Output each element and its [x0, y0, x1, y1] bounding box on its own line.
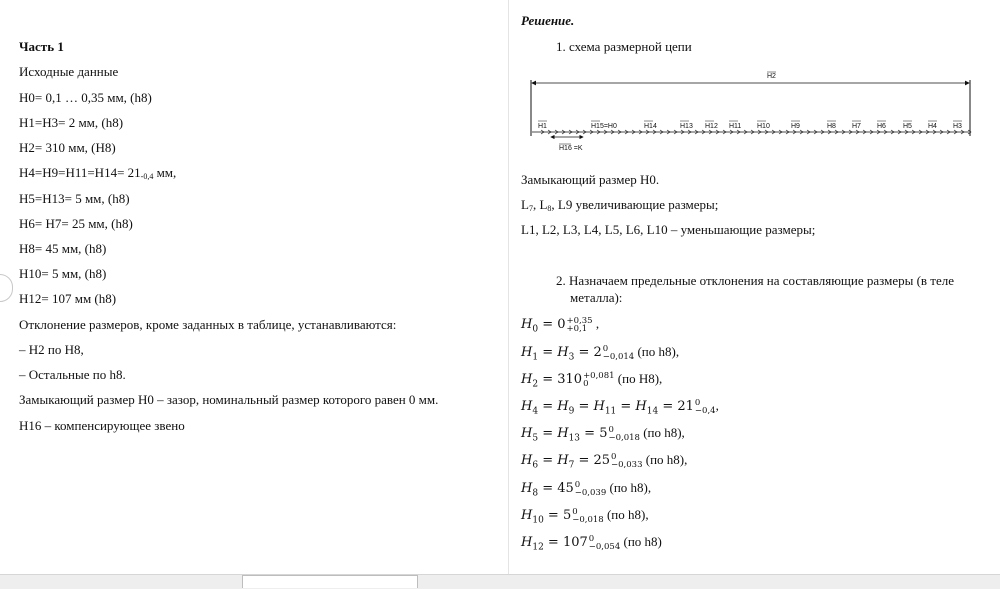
- chain-label-3: H14: [644, 123, 657, 130]
- formula-lhs-sub: 10: [532, 515, 544, 526]
- formula-tail: (по h8),: [634, 344, 680, 359]
- formula-lower-dev: +0,1: [566, 324, 588, 335]
- formula-row: [521, 371, 662, 390]
- formula-mid-sub: 3: [568, 352, 575, 363]
- formula-nominal: = 25: [574, 453, 611, 468]
- formula-lhs-sub: 1: [532, 352, 539, 363]
- formula-mid: = H: [616, 399, 647, 414]
- dimension-chain-diagram: [529, 66, 974, 156]
- formula-nominal: = 2: [574, 345, 602, 360]
- line-h4: [19, 165, 176, 181]
- left-page: [0, 0, 508, 574]
- chain-label-9: H8: [827, 123, 836, 130]
- formula-lhs: H: [521, 426, 533, 441]
- h16-label: H16 =K: [559, 145, 583, 152]
- formula-deviation: [611, 453, 642, 469]
- formula-tail: (по h8),: [642, 452, 688, 467]
- line-h12: H12= 107 мм (h8): [19, 291, 117, 306]
- formula-lhs-sub: 5: [532, 433, 539, 444]
- line-h6: H6= H7= 25 мм, (h8): [19, 216, 133, 231]
- line-h0: H0= 0,1 … 0,35 мм, (h8): [19, 90, 152, 105]
- formula-mid-sub: 14: [646, 406, 659, 417]
- line-h2: H2= 310 мм, (H8): [19, 140, 116, 155]
- formula-deviation: [567, 317, 593, 333]
- formula-nominal: = 310: [538, 372, 583, 387]
- formula-tail: ,: [715, 398, 719, 413]
- chain-label-4: H13: [680, 123, 693, 130]
- formula-row: [521, 398, 719, 417]
- formula-deviation: [572, 508, 603, 524]
- chain-label-2: H15=H0: [591, 123, 617, 130]
- formula-lhs: H: [521, 399, 533, 414]
- deviation-rest: – Остальные по h8.: [19, 367, 126, 382]
- formula-upper-dev: +0,081: [583, 371, 615, 382]
- chain-label-5: H12: [705, 123, 718, 130]
- input-data-heading: Исходные данные: [19, 64, 119, 79]
- h4-text: H4=H9=H11=H14= 21: [19, 165, 141, 180]
- formula-upper-dev: 0: [574, 480, 581, 491]
- formula-tail: ,: [592, 316, 600, 331]
- formula-nominal: = 21: [658, 399, 694, 414]
- formula-upper-dev: +0,35: [566, 316, 593, 327]
- inc-rest: , L9 увеличивающие размеры;: [551, 197, 719, 212]
- formula-row: [521, 344, 679, 363]
- part-title: Часть 1: [19, 39, 64, 54]
- formula-mid: = H: [538, 426, 569, 441]
- formula-nominal: = 5: [580, 426, 608, 441]
- formula-tail: (по H8),: [614, 371, 663, 386]
- formula-lower-dev: −0,4: [694, 406, 716, 417]
- formula-lhs: H: [521, 317, 533, 332]
- compensator-text: H16 – компенсирующее звено: [19, 418, 185, 433]
- formula-deviation: [583, 372, 614, 388]
- decreasing-sizes-text: L1, L2, L3, L4, L5, L6, L10 – уменьшающие размеры;: [521, 222, 816, 237]
- formula-lhs-sub: 4: [532, 406, 539, 417]
- chain-label-7: H10: [757, 123, 770, 130]
- formula-deviation: [695, 399, 716, 415]
- formula-lhs-sub: 0: [532, 324, 539, 335]
- formula-upper-dev: 0: [611, 452, 617, 463]
- formula-nominal: = 5: [543, 508, 572, 523]
- formula-mid: = H: [538, 453, 569, 468]
- formula-deviation: [575, 481, 606, 497]
- formula-mid-sub: 7: [568, 460, 575, 471]
- formula-row: [521, 425, 685, 444]
- formula-mid: = H: [538, 399, 569, 414]
- deviation-text: Отклонение размеров, кроме заданных в таблице, устанавливаются:: [19, 317, 397, 332]
- chain-label-6: H11: [729, 123, 742, 130]
- formula-upper-dev: 0: [694, 398, 701, 409]
- formula-row: [521, 534, 662, 553]
- chain-label-1: H1: [538, 123, 547, 130]
- closing-link-text: Замыкающий размер H0 – зазор, номинальный размер которого равен 0 мм.: [19, 392, 439, 407]
- step2-line1: 2. Назначаем предельные отклонения на составляющие размеры (в теле: [556, 273, 955, 288]
- formula-lhs: H: [521, 453, 533, 468]
- formula-deviation: [608, 426, 639, 442]
- formula-lhs: H: [521, 535, 533, 550]
- h4-tolerance: -0,4: [140, 172, 154, 181]
- formula-lower-dev: −0,054: [588, 542, 621, 553]
- formula-mid-sub: 9: [568, 406, 575, 417]
- line-h1: H1=H3= 2 мм, (h8): [19, 115, 124, 130]
- formula-row: [521, 480, 651, 499]
- chain-label-12: H5: [903, 123, 912, 130]
- formula-lhs-sub: 2: [532, 379, 539, 390]
- formula-mid-sub: 13: [568, 433, 581, 444]
- formula-tail: (по h8),: [606, 480, 652, 495]
- formula-tail: (по h8),: [603, 507, 649, 522]
- h2-label: H2: [767, 73, 776, 80]
- formula-lhs: H: [521, 372, 533, 387]
- formula-lhs-sub: 12: [532, 542, 544, 553]
- line-h8: H8= 45 мм, (h8): [19, 241, 107, 256]
- h4-unit: мм,: [153, 165, 177, 180]
- formula-upper-dev: 0: [608, 425, 614, 436]
- formula-nominal: = 0: [538, 317, 566, 332]
- formula-upper-dev: 0: [588, 534, 595, 545]
- formula-lower-dev: −0,039: [574, 488, 607, 499]
- solution-title: Решение.: [521, 13, 575, 28]
- formula-mid: = H: [574, 399, 605, 414]
- formula-lhs-sub: 6: [532, 460, 539, 471]
- formula-row: [521, 316, 599, 335]
- inc-l8-letter: , L: [532, 197, 548, 212]
- formula-lower-dev: −0,018: [608, 433, 640, 444]
- closing-size-text: Замыкающий размер H0.: [521, 172, 660, 187]
- formula-row: [521, 452, 687, 471]
- formula-lhs: H: [521, 481, 533, 496]
- bottom-tab-box[interactable]: [242, 575, 418, 588]
- increasing-sizes-text: [521, 197, 718, 213]
- inc-l7-sub: 7: [528, 204, 533, 213]
- formula-tail: (по h8): [620, 534, 662, 549]
- formula-lower-dev: 0: [583, 379, 589, 390]
- line-h10: H10= 5 мм, (h8): [19, 266, 107, 281]
- formula-lower-dev: −0,018: [572, 515, 604, 526]
- inc-l8-sub: 8: [547, 204, 552, 213]
- chain-label-8: H9: [791, 123, 800, 130]
- formula-upper-dev: 0: [602, 344, 609, 355]
- formula-lhs: H: [521, 345, 533, 360]
- inc-l7-letter: L: [521, 197, 529, 212]
- step2-line2: металла):: [570, 290, 623, 305]
- formula-lower-dev: −0,014: [602, 352, 635, 363]
- chain-label-11: H6: [877, 123, 886, 130]
- chain-label-10: H7: [852, 123, 861, 130]
- formula-upper-dev: 0: [572, 507, 578, 518]
- formula-deviation: [603, 345, 634, 361]
- formula-lower-dev: −0,033: [611, 460, 643, 471]
- formula-deviation: [589, 535, 620, 551]
- formula-mid-sub: 11: [604, 406, 617, 417]
- formula-row: [521, 507, 649, 526]
- deviation-h2: – H2 по H8,: [19, 342, 84, 357]
- step1-title: 1. схема размерной цепи: [556, 39, 692, 54]
- formula-nominal: = 107: [543, 535, 588, 550]
- formula-mid: = H: [538, 345, 569, 360]
- bottom-scrollbar[interactable]: [0, 574, 1000, 589]
- formula-lhs: H: [521, 508, 533, 523]
- chain-label-14: H3: [953, 123, 962, 130]
- line-h5: H5=H13= 5 мм, (h8): [19, 191, 130, 206]
- formula-nominal: = 45: [538, 481, 574, 496]
- formula-lhs-sub: 8: [532, 488, 539, 499]
- formula-tail: (по h8),: [639, 425, 685, 440]
- chain-label-13: H4: [928, 123, 937, 130]
